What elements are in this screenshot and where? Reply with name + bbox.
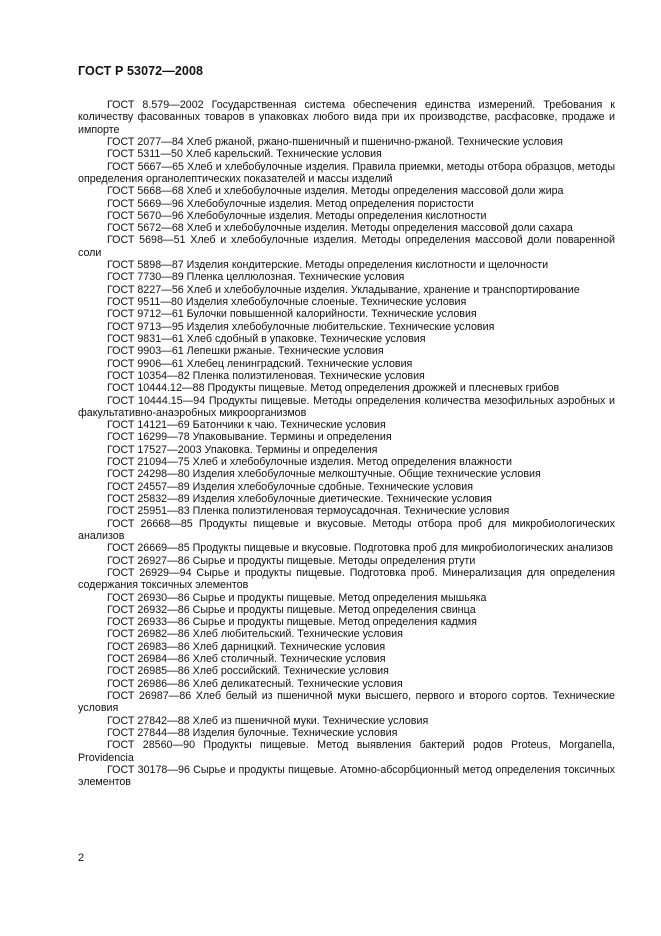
reference-entry: ГОСТ 10354—82 Пленка полиэтиленовая. Технические условия [107,369,425,382]
reference-entry: ГОСТ 5672—68 Хлеб и хлебобулочные изделия. Методы определения массовой доли сахара [107,222,573,235]
reference-entry: ГОСТ 9906—61 Хлебец ленинградский. Технические условия [107,357,413,370]
reference-entry: ГОСТ 10444.15—94 Продукты пищевые. Методы определения количества мезофильных аэробных и факультативно-анаэробных микроорганизмов [78,394,615,419]
reference-entry: ГОСТ 26982—86 Хлеб любительский. Технические условия [107,628,403,641]
reference-entry: ГОСТ 5669—96 Хлебобулочные изделия. Метод определения пористости [107,197,474,210]
reference-entry: ГОСТ 9831—61 Хлеб сдобный в упаковке. Технические условия [107,332,426,345]
reference-entry: ГОСТ 26987—86 Хлеб белый из пшеничной муки высшего, первого и второго сортов. Технические условия [78,690,615,715]
reference-entry: ГОСТ 5668—68 Хлеб и хлебобулочные изделия. Методы определения массовой доли жира [107,185,564,198]
reference-entry: ГОСТ 28560—90 Продукты пищевые. Метод выявления бактерий родов Proteus, Morganella, Providencia [78,739,615,764]
reference-entry: ГОСТ 26930—86 Сырье и продукты пищевые. Метод определения мышьяка [107,591,487,604]
reference-entry: ГОСТ 26985—86 Хлеб российский. Технические условия [107,665,389,678]
reference-entry: ГОСТ 27842—88 Хлеб из пшеничной муки. Технические условия [107,714,429,727]
reference-entry: ГОСТ 26933—86 Сырье и продукты пищевые. Метод определения кадмия [107,616,477,629]
reference-entry: ГОСТ 9903—61 Лепешки ржаные. Технические условия [107,345,384,358]
reference-entry: ГОСТ 24557—89 Изделия хлебобулочные сдобные. Технические условия [107,480,474,493]
reference-entry: ГОСТ 2077—84 Хлеб ржаной, ржано-пшеничный и пшенично-ржаной. Технические условия [107,135,563,148]
reference-entry: ГОСТ 17527—2003 Упаковка. Термины и определения [107,443,378,456]
reference-entry: ГОСТ 5698—51 Хлеб и хлебобулочные изделия. Методы определения массовой доли поваренной соли [78,234,615,259]
reference-entry: ГОСТ 25951—83 Пленка полиэтиленовая термоусадочная. Технические условия [107,505,510,518]
reference-entry: ГОСТ 5311—50 Хлеб карельский. Технические условия [107,148,382,161]
reference-entry: ГОСТ 26986—86 Хлеб деликатесный. Технические условия [107,677,403,690]
reference-entry: ГОСТ 27844—88 Изделия булочные. Технические условия [107,726,398,739]
reference-entry: ГОСТ 16299—78 Упаковывание. Термины и определения [107,431,392,444]
reference-entry: ГОСТ 21094—75 Хлеб и хлебобулочные изделия. Метод определения влажности [107,456,512,469]
reference-entry: ГОСТ 9713—95 Изделия хлебобулочные любительские. Технические условия [107,320,495,333]
reference-entry: ГОСТ 26932—86 Сырье и продукты пищевые. Метод определения свинца [107,603,476,616]
reference-entry: ГОСТ 26669—85 Продукты пищевые и вкусовые. Подготовка проб для микробиологических анализов [107,542,614,555]
reference-entry: ГОСТ 26668—85 Продукты пищевые и вкусовые. Методы отбора проб для микробиологических анализов [78,517,615,542]
reference-entry: ГОСТ 26983—86 Хлеб дарницкий. Технические условия [107,640,386,653]
reference-entry: ГОСТ 10444.12—88 Продукты пищевые. Метод определения дрожжей и плесневых грибов [107,382,560,395]
reference-entry: ГОСТ 9712—61 Булочки повышенной калорийности. Технические условия [107,308,477,321]
reference-entry: ГОСТ 26984—86 Хлеб столичный. Технические условия [107,653,386,666]
reference-entry: ГОСТ 9511—80 Изделия хлебобулочные слоеные. Технические условия [107,296,467,308]
references-list [78,99,615,789]
reference-entry: ГОСТ 5898—87 Изделия кондитерские. Методы определения кислотности и щелочности [107,259,549,272]
reference-entry: ГОСТ 8.579—2002 Государственная система обеспечения единства измерений. Требования к количеству фасованных товаров в упаковках любого вида при их производстве, расфасовке, продаже и импорте [78,99,615,136]
reference-entry: ГОСТ 8227—56 Хлеб и хлебобулочные изделия. Укладывание, хранение и транспортирование [107,283,580,296]
reference-entry: ГОСТ 26927—86 Сырье и продукты пищевые. Методы определения ртути [107,554,476,567]
reference-entry: ГОСТ 5670—96 Хлебобулочные изделия. Методы определения кислотности [107,209,487,222]
document-header: ГОСТ Р 53072—2008 [78,64,204,78]
reference-entry: ГОСТ 25832—89 Изделия хлебобулочные диетические. Технические условия [107,493,492,505]
reference-entry: ГОСТ 7730—89 Пленка целлюлозная. Технические условия [107,271,405,284]
reference-entry: ГОСТ 30178—96 Сырье и продукты пищевые. Атомно-абсорбционный метод определения токсичных элементов [78,763,615,789]
reference-entry: ГОСТ 26929—94 Сырье и продукты пищевые. Подготовка проб. Минерализация для определения содержания токсичных элементов [78,566,615,592]
reference-entry: ГОСТ 14121—69 Батончики к чаю. Технические условия [107,419,386,432]
page-number: 2 [78,852,85,864]
reference-entry: ГОСТ 24298—80 Изделия хлебобулочные мелкоштучные. Общие технические условия [107,468,541,481]
reference-entry: ГОСТ 5667—65 Хлеб и хлебобулочные изделия. Правила приемки, методы отбора образцов, методы определения органолептических показателей и массы изделий [78,160,615,185]
